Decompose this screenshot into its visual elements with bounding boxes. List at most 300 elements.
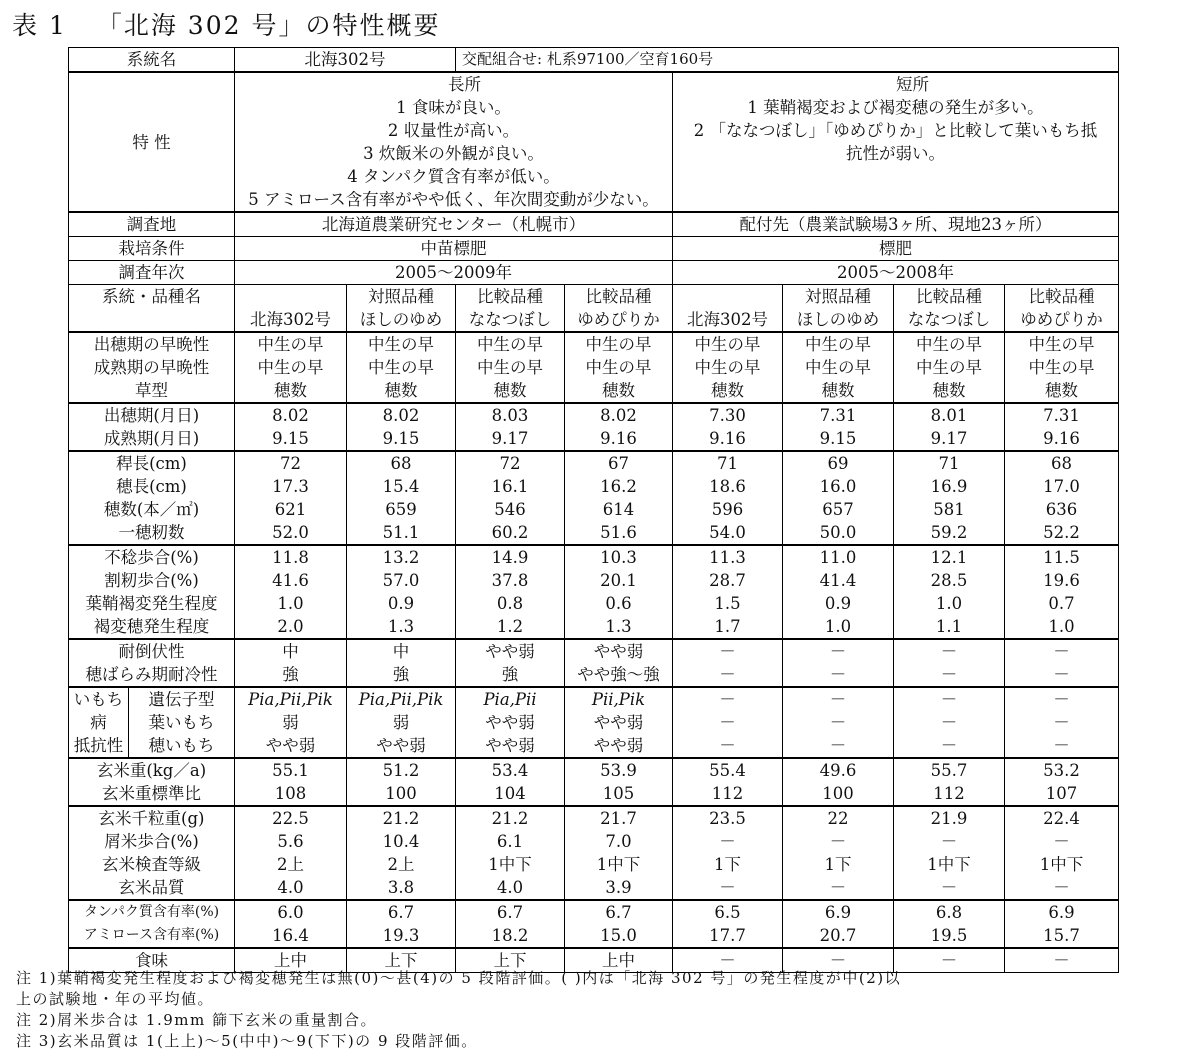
value: 上下 [384,951,418,970]
value: 1.0 [277,594,304,613]
value: 中生の早 [257,358,324,377]
value: Pia,Pii [483,690,537,709]
value: 55.1 [272,761,309,780]
value: 1下 [824,855,852,874]
trait-labels [129,687,235,758]
value: 9.16 [709,429,746,448]
value: 9.15 [272,429,309,448]
value: 59.2 [930,523,968,542]
trait-label: 稈長(cm) [116,454,187,473]
value-cell [673,332,783,403]
value: 中生の早 [694,335,761,354]
variety-name: ゆめぴりか [1020,310,1103,329]
value: 13.2 [382,548,420,567]
value-cell [456,545,565,639]
value: 中生の早 [694,358,761,377]
value: － [719,690,736,709]
group-label-line: いもち [73,690,124,709]
value-cell [347,332,456,403]
survey-year-label: 調査年次 [69,261,235,285]
value: 105 [602,784,635,803]
variety-category [237,285,344,308]
value: 1.7 [714,617,741,636]
weaknesses-item: 1 葉鞘褐変および褐変穂の発生が多い。 [747,98,1044,117]
trait-labels [69,806,235,900]
trait-label: 穂長(cm) [116,477,187,496]
value-cell [235,639,347,687]
value: 107 [1045,784,1078,803]
value: 614 [602,500,635,519]
value: 中生の早 [1028,335,1095,354]
value: 6.9 [824,903,852,922]
value: 6.8 [935,903,963,922]
value: 0.8 [496,594,524,613]
value: 6.7 [387,903,415,922]
value: 16.4 [272,926,309,945]
variety-header [673,285,783,333]
value: やや弱 [593,713,644,732]
value-cell [565,403,673,451]
value-cell [456,900,565,948]
weaknesses-list [675,96,1116,165]
value: 8.03 [491,406,529,425]
value: 8.02 [382,406,420,425]
value: 強 [501,665,519,684]
value: － [719,642,736,661]
variety-category: 対照品種 [368,287,434,306]
value-cell [565,332,673,403]
value: － [829,736,847,755]
value: 中生の早 [477,335,543,354]
value: 1.0 [935,594,963,613]
value: 28.5 [930,571,968,590]
trait-labels [69,403,235,451]
value: 108 [274,784,307,803]
value: － [1053,690,1070,709]
variety-header [1005,285,1119,333]
data-block-row [69,806,1119,900]
value-cell [456,451,565,545]
value: － [829,832,847,851]
value: 22.4 [1043,809,1080,828]
value: 636 [1045,500,1078,519]
value: 0.9 [824,594,852,613]
value-cell [673,451,783,545]
value: 53.4 [491,761,529,780]
value: 1.5 [714,594,741,613]
footnote-3: 注 3)玄米品質は 1(上上)～5(中中)～9(下下)の 9 段階評価。 [16,1032,478,1050]
value: 穂数 [602,381,635,400]
value: 52.0 [272,523,309,542]
value-cell [783,687,894,758]
trait-labels [69,451,235,545]
value: 112 [933,784,965,803]
value: 9.17 [930,429,968,448]
value: － [829,642,847,661]
value-cell [1005,545,1119,639]
value: － [1053,951,1070,970]
value: 55.4 [709,761,746,780]
value: 28.7 [709,571,746,590]
variety-label: 系統・品種名 [69,285,235,333]
trait-label: 耐倒伏性 [118,642,185,661]
value: 6.5 [714,903,741,922]
value: 71 [938,454,960,473]
group-label-line: 病 [90,713,107,732]
trait-label: 割籾歩合(%) [104,571,199,590]
value-cell [1005,900,1119,948]
value: 1中下 [927,855,971,874]
value: 15.0 [600,926,637,945]
value: 1.1 [935,617,963,636]
value: Pia,Pii,Pik [248,690,333,709]
variety-header-row [69,285,1119,333]
weaknesses-cell [673,72,1119,212]
weaknesses-item: 2 「ななつぼし」「ゆめぴりか」と比較して葉いもち抵 [693,121,1098,140]
value-cell [456,403,565,451]
data-block-row [69,332,1119,403]
value: 14.9 [491,548,529,567]
value: 51.2 [382,761,420,780]
value: 9.17 [491,429,529,448]
value: 19.5 [930,926,968,945]
value: 中生の早 [257,335,324,354]
value-cell [783,403,894,451]
value-cell [565,758,673,806]
value: － [1053,832,1070,851]
value-cell [565,639,673,687]
value: 0.7 [1048,594,1075,613]
table-title [12,6,440,42]
variety-name: 北海302号 [687,310,768,329]
value-cell [347,900,456,948]
survey-year-a: 2005～2009年 [235,261,673,285]
value-cell [565,900,673,948]
value: － [829,665,847,684]
value: 52.2 [1043,523,1080,542]
value: 10.4 [382,832,420,851]
value: 16.0 [819,477,857,496]
value: やや弱 [485,736,535,755]
value: 55.7 [930,761,968,780]
value: 上中 [602,951,635,970]
value: 16.1 [491,477,529,496]
survey-site-b: 配付先（農業試験場3ヶ所、現地23ヶ所） [673,212,1119,237]
value: 中生の早 [585,358,652,377]
value: 17.0 [1043,477,1080,496]
value-cell [673,900,783,948]
value: 中生の早 [585,335,652,354]
value: 581 [933,500,965,519]
trait-labels [69,900,235,948]
value: － [829,951,847,970]
traits-row [69,72,1119,212]
trait-label: 成熟期(月日) [103,429,200,448]
value: 7.31 [819,406,857,425]
value-cell [1005,687,1119,758]
value-cell [235,806,347,900]
value-cell [347,687,456,758]
variety-category: 比較品種 [585,287,652,306]
value: － [940,878,958,897]
value: やや弱 [485,642,535,661]
value-cell [347,451,456,545]
trait-label: 葉いもち [148,713,215,732]
value: － [829,713,847,732]
value-cell [1005,403,1119,451]
value: 41.4 [819,571,857,590]
strengths-item: 1 食味が良い。 [396,98,511,117]
value: 11.5 [1043,548,1080,567]
variety-name: ほしのゆめ [796,310,880,329]
value: 22.5 [272,809,309,828]
value: Pii,Pik [591,690,646,709]
survey-site-label: 調査地 [69,212,235,237]
value-cell [235,451,347,545]
value: 112 [711,784,744,803]
variety-header [235,285,347,333]
trait-label: 葉鞘褐変発生程度 [85,594,218,613]
value: 7.0 [605,832,632,851]
value: 9.15 [819,429,857,448]
trait-label: タンパク質含有率(%) [83,904,220,920]
variety-header [894,285,1005,333]
value: 9.15 [382,429,420,448]
value: 60.2 [491,523,529,542]
value: 8.02 [272,406,309,425]
value: － [940,736,958,755]
value: やや強～強 [577,665,660,684]
value-cell [347,403,456,451]
trait-label: 穂数(本／㎡) [103,500,200,519]
data-block-row [69,451,1119,545]
value: 9.16 [600,429,637,448]
data-block-row [69,900,1119,948]
variety-category: 比較品種 [477,287,543,306]
value-cell [894,545,1005,639]
value-cell [347,806,456,900]
value: 17.3 [272,477,309,496]
value-cell [894,806,1005,900]
value: 強 [392,665,410,684]
trait-label: 出穂期の早晩性 [93,335,210,354]
value: － [719,832,736,851]
value: 1.3 [387,617,415,636]
value: 2上 [387,855,415,874]
cultivation-row [69,237,1119,261]
value-cell [565,687,673,758]
value: 20.1 [600,571,637,590]
strengths-item: 3 炊飯米の外観が良い。 [363,144,544,163]
value: 49.6 [819,761,857,780]
value: やや弱 [593,736,644,755]
value: 23.5 [709,809,746,828]
value: 596 [711,500,744,519]
traits-label: 特 性 [69,72,235,212]
value: － [1053,713,1070,732]
value-cell [783,806,894,900]
lineage-row [69,48,1119,73]
variety-header [783,285,894,333]
value: 54.0 [709,523,746,542]
variety-category: 比較品種 [916,287,982,306]
value-cell [673,545,783,639]
value: 1下 [714,855,741,874]
value: 21.7 [600,809,637,828]
value: 11.3 [709,548,746,567]
value: 53.2 [1043,761,1080,780]
trait-labels [69,332,235,403]
strengths-list [237,96,670,211]
value: 3.8 [387,878,415,897]
trait-label: 不稔歩合(%) [104,548,199,567]
characteristics-table [68,47,1119,973]
trait-label: 玄米品質 [118,878,185,897]
value: 弱 [392,713,410,732]
variety-header [456,285,565,333]
value: 6.7 [605,903,632,922]
value: 18.2 [491,926,529,945]
value: 穂数 [932,381,966,400]
value: 15.7 [1043,926,1080,945]
value: 7.31 [1043,406,1080,425]
data-block-row [69,639,1119,687]
value: 中生の早 [805,358,871,377]
value: 41.6 [272,571,309,590]
value: 10.3 [600,548,637,567]
table-title-text: 「北海 302 号」の特性概要 [96,11,441,40]
strengths-title: 長所 [448,75,481,94]
blast-group-label [69,687,129,758]
value: 21.9 [930,809,968,828]
value: 中生の早 [805,335,871,354]
value-cell [1005,451,1119,545]
value-cell [673,639,783,687]
value: 104 [494,784,526,803]
value: 6.0 [277,903,304,922]
value: 19.6 [1043,571,1080,590]
value: 16.2 [600,477,637,496]
value: やや弱 [593,642,644,661]
value: 11.0 [819,548,857,567]
strengths-item: 4 タンパク質含有率が低い。 [347,167,560,186]
footnotes [16,968,1176,1052]
value: 1中下 [1039,855,1084,874]
value-cell [1005,639,1119,687]
value: 中生の早 [916,358,982,377]
value: 1.3 [605,617,632,636]
table-number: 表 1 [12,11,67,40]
value: 中生の早 [477,358,543,377]
value: 穂数 [711,381,744,400]
value: 2.0 [277,617,304,636]
value-cell [894,687,1005,758]
value: 8.01 [930,406,968,425]
footnote-2: 注 2)屑米歩合は 1.9mm 篩下玄米の重量割合。 [16,1011,378,1029]
survey-year-b: 2005～2008年 [673,261,1119,285]
value: － [1053,878,1070,897]
strengths-item: 2 収量性が高い。 [387,121,520,140]
value: 3.9 [605,878,632,897]
value: 1中下 [488,855,532,874]
value: 18.6 [709,477,746,496]
value-cell [456,639,565,687]
variety-category: 比較品種 [1028,287,1095,306]
variety-header [347,285,456,333]
value-cell [235,403,347,451]
value-cell [894,758,1005,806]
value: 穂数 [493,381,527,400]
value-cell [235,332,347,403]
value-cell [235,687,347,758]
value: － [940,951,958,970]
trait-label: 玄米重標準比 [102,784,201,803]
value: やや弱 [265,736,316,755]
footnote-1-cont: 上の試験地・年の平均値。 [16,990,215,1008]
cultivation-b: 標肥 [673,237,1119,261]
value: 67 [608,454,629,473]
value: 中 [282,642,299,661]
weaknesses-item: 抗性が弱い。 [846,144,945,163]
lineage-label: 系統名 [69,48,235,73]
value: 21.2 [382,809,420,828]
trait-label: 一穂籾数 [118,523,185,542]
value: 1中下 [596,855,641,874]
value: 1.0 [824,617,852,636]
value: － [829,878,847,897]
value: － [940,832,958,851]
survey-year-row [69,261,1119,285]
variety-name: ななつぼし [468,310,552,329]
cross-combination: 交配組合せ: 札系97100／空育160号 [456,48,1119,73]
value-cell [673,403,783,451]
value: 72 [280,454,301,473]
trait-label: アミロース含有率(%) [83,927,220,943]
value-cell [235,545,347,639]
value-cell [1005,758,1119,806]
value-cell [456,758,565,806]
value: 72 [499,454,521,473]
value: 51.1 [382,523,420,542]
value: － [940,690,958,709]
value: 100 [385,784,417,803]
value: － [940,665,958,684]
value: 100 [822,784,854,803]
data-block-row [69,545,1119,639]
value: 穂数 [1045,381,1078,400]
value-cell [673,687,783,758]
value: 中生の早 [368,335,434,354]
value-cell [894,403,1005,451]
variety-category: 対照品種 [805,287,871,306]
value-cell [235,758,347,806]
value-cell [456,332,565,403]
survey-site-row [69,212,1119,237]
value: 0.6 [605,594,632,613]
trait-label: 屑米歩合(%) [104,832,199,851]
value-cell [347,545,456,639]
trait-labels [69,545,235,639]
trait-label: 穂ばらみ期耐冷性 [85,665,218,684]
trait-label: 遺伝子型 [148,690,215,709]
trait-labels [69,758,235,806]
value-cell [456,687,565,758]
trait-label: 玄米重(kg／a) [96,761,207,780]
value: 中 [392,642,410,661]
trait-label: 成熟期の早晩性 [93,358,210,377]
value: 68 [1051,454,1072,473]
value: 69 [827,454,849,473]
